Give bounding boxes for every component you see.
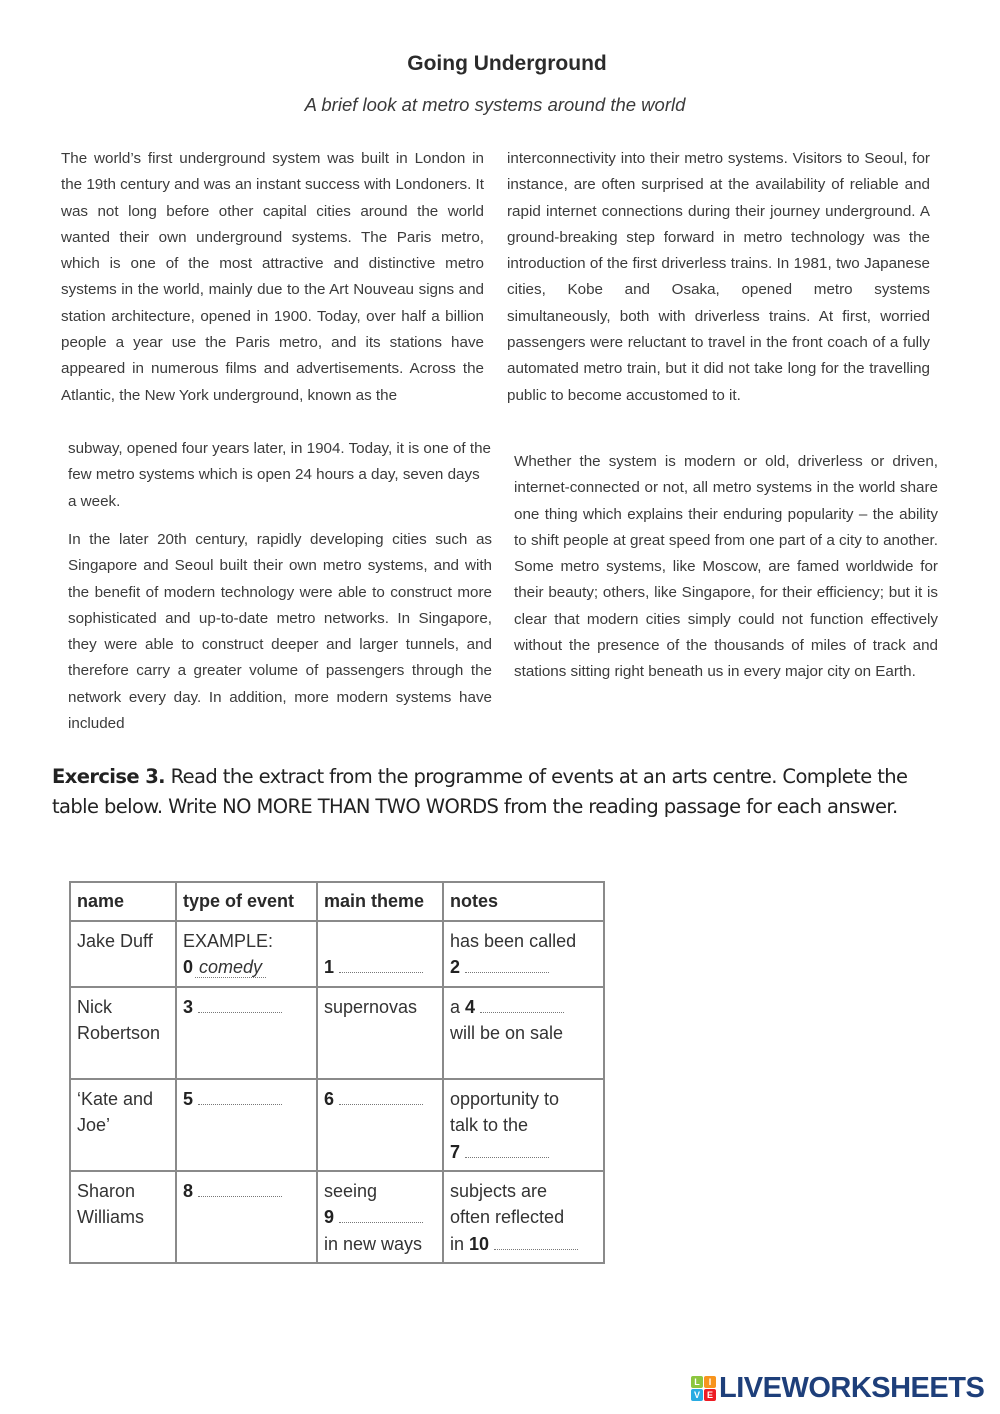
header-main-theme: main theme — [317, 882, 443, 921]
live-blocks-icon — [691, 1376, 716, 1401]
notes-text: talk to the — [450, 1115, 529, 1135]
example-label: EXAMPLE: — [183, 930, 274, 951]
answer-blank-10[interactable] — [494, 1235, 578, 1250]
theme-text: in new ways — [324, 1233, 423, 1254]
logo-block-v: V — [691, 1389, 703, 1401]
notes-text: often reflected — [450, 1207, 565, 1227]
name-text: Sharon — [77, 1180, 136, 1201]
theme-text: supernovas — [324, 996, 418, 1017]
answer-blank-1[interactable] — [339, 958, 423, 973]
exercise-text: Read the extract from the programme of events at an arts centre. Complete the table below. Write NO MORE THAN TWO WORDS from the reading passage for each answer. — [52, 765, 908, 818]
events-table — [69, 881, 605, 1264]
answer-blank-9[interactable] — [339, 1208, 423, 1223]
cell-name — [70, 1079, 176, 1171]
cell-theme — [317, 921, 443, 987]
name-text: ‘Kate and — [77, 1088, 154, 1109]
answer-blank-5[interactable] — [198, 1090, 282, 1105]
paragraph-2-continued: interconnectivity into their metro systems. Visitors to Seoul, for instance, are often surprised at the availability of reliable and rapid internet connections during their journey underground. A ground-breaking step forward in metro technology was the introduction of the first driverless trains. In 1981, two Japanese cities, Kobe and Osaka, opened metro systems simultaneously, both with driverless trains. At first, worried passengers were reluctant to travel in the front coach of a fully automated metro train, but it did not take long for the travelling public to become accustomed to it. — [507, 150, 930, 404]
question-number: 10 — [469, 1233, 490, 1254]
table-row — [70, 921, 604, 987]
table-row — [70, 1079, 604, 1171]
paragraph-2: In the later 20th century, rapidly developing cities such as Singapore and Seoul built their own metro systems, and with the benefit of modern technology were able to construct more sophisticated and up-to-date metro networks. In Singapore, they were able to construct deeper and larger tunnels, and therefore carry a greater volume of passengers through the network every day. In addition, more modern systems have included — [68, 531, 492, 733]
name-text: Williams — [77, 1207, 144, 1227]
table-row — [70, 987, 604, 1079]
name-text: Nick — [77, 996, 112, 1017]
paragraph-3: Whether the system is modern or old, driverless or driven, internet-connected or not, all metro systems in the world share one thing which explains their enduring popularity – the ability to shift people at great speed from one part of a city to another. Some metro systems, like Moscow, are famed worldwide for their beauty; others, like Singapore, for their efficiency; but it is clear that modern cities simply could not function effectively without the presence of the thousands of miles of track and stations sitting right beneath us in every major city on Earth. — [514, 453, 938, 681]
table-row — [70, 1171, 604, 1263]
notes-text: a — [450, 996, 466, 1017]
question-number: 7 — [450, 1141, 461, 1162]
cell-type — [176, 987, 317, 1079]
question-number: 6 — [324, 1088, 335, 1109]
notes-text: in — [450, 1233, 470, 1254]
cell-notes — [443, 1171, 604, 1263]
question-number: 8 — [183, 1180, 194, 1201]
exercise-label: Exercise 3. — [52, 765, 165, 788]
question-number: 2 — [450, 957, 461, 977]
question-number: 4 — [465, 996, 476, 1017]
logo-block-l: L — [691, 1376, 703, 1388]
name-text: Jake Duff — [77, 930, 153, 951]
question-number: 3 — [183, 996, 194, 1017]
header-notes: notes — [443, 882, 604, 921]
cell-notes — [443, 987, 604, 1079]
question-number: 0 — [183, 957, 194, 977]
article-subtitle: A brief look at metro systems around the world — [304, 94, 686, 115]
answer-blank-7[interactable] — [465, 1143, 549, 1158]
header-type-of-event: type of event — [176, 882, 317, 921]
cell-name — [70, 921, 176, 987]
answer-blank-4[interactable] — [480, 998, 564, 1013]
question-number: 9 — [324, 1207, 335, 1227]
liveworksheets-logo[interactable] — [691, 1373, 984, 1403]
answer-blank-2[interactable] — [465, 958, 549, 973]
exercise-instructions — [52, 762, 932, 822]
logo-block-e: E — [704, 1389, 716, 1401]
question-number: 5 — [183, 1088, 194, 1109]
cell-theme — [317, 1171, 443, 1263]
logo-block-i: I — [704, 1376, 716, 1388]
cell-notes — [443, 921, 604, 987]
article-title: Going Underground — [407, 52, 607, 75]
cell-type — [176, 921, 317, 987]
name-text: Joe’ — [77, 1115, 111, 1135]
header-name: name — [70, 882, 176, 921]
notes-text: opportunity to — [450, 1088, 560, 1109]
cell-theme — [317, 1079, 443, 1171]
cell-name — [70, 987, 176, 1079]
answer-blank-3[interactable] — [198, 998, 282, 1013]
notes-text: subjects are — [450, 1180, 548, 1201]
cell-type — [176, 1171, 317, 1263]
question-number: 1 — [324, 957, 335, 977]
name-text: Robertson — [77, 1023, 161, 1043]
table-header-row — [70, 882, 604, 921]
cell-type — [176, 1079, 317, 1171]
cell-notes — [443, 1079, 604, 1171]
answer-blank-6[interactable] — [339, 1090, 423, 1105]
notes-text: will be on sale — [450, 1023, 564, 1043]
answer-blank-8[interactable] — [198, 1182, 282, 1197]
paragraph-1-continued: subway, opened four years later, in 1904. Today, it is one of the few metro systems which is open 24 hours a day, seven days a week. — [68, 440, 491, 510]
cell-theme — [317, 987, 443, 1079]
theme-text: seeing — [324, 1180, 378, 1201]
paragraph-1: The world’s first underground system was built in London in the 19th century and was an instant success with Londoners. It was not long before other capital cities around the world wanted their own underground systems. The Paris metro, which is one of the most attractive and distinctive metro systems in the world, mainly due to the Art Nouveau signs and station architecture, opened in 1900. Today, over half a billion people a year use the Paris metro, and its stations have appeared in numerous films and advertisements. Across the Atlantic, the New York underground, known as the — [61, 150, 484, 404]
notes-text: has been called — [450, 930, 577, 951]
example-answer: comedy — [195, 957, 266, 978]
cell-name — [70, 1171, 176, 1263]
logo-text: LIVEWORKSHEETS — [719, 1371, 985, 1404]
